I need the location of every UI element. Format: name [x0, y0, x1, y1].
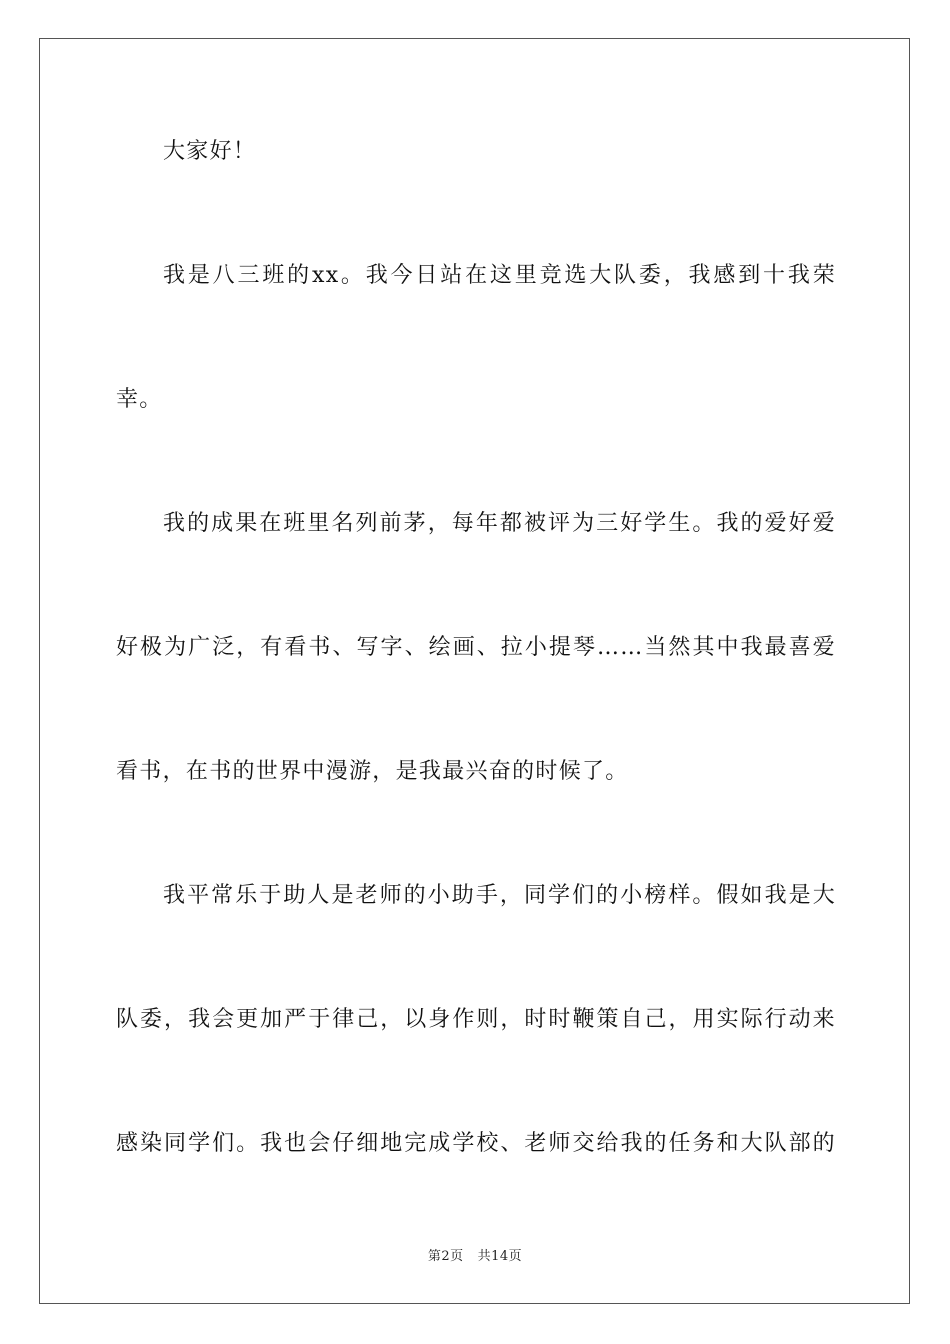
text-line: 大家好！	[163, 139, 257, 164]
text-line: 好极为广泛，有看书、写字、绘画、拉小提琴……当然其中我最喜爱	[116, 635, 836, 660]
text-line: 队委，我会更加严于律己，以身作则，时时鞭策自己，用实际行动来	[116, 1007, 836, 1032]
page-number: 第2页	[427, 1249, 464, 1264]
text-line: 感染同学们。我也会仔细地完成学校、老师交给我的任务和大队部的	[116, 1131, 836, 1156]
page-border	[39, 38, 910, 1304]
page-total: 共14页	[477, 1249, 523, 1264]
text-line: 我的成果在班里名列前茅，每年都被评为三好学生。我的爱好爱	[163, 511, 836, 536]
text-line: 我平常乐于助人是老师的小助手，同学们的小榜样。假如我是大	[163, 883, 836, 908]
text-line: 我是八三班的xx。我今日站在这里竞选大队委，我感到十我荣	[163, 263, 836, 288]
text-line: 看书，在书的世界中漫游，是我最兴奋的时候了。	[116, 759, 629, 784]
text-line: 幸。	[116, 387, 163, 412]
page-footer	[0, 1248, 950, 1266]
